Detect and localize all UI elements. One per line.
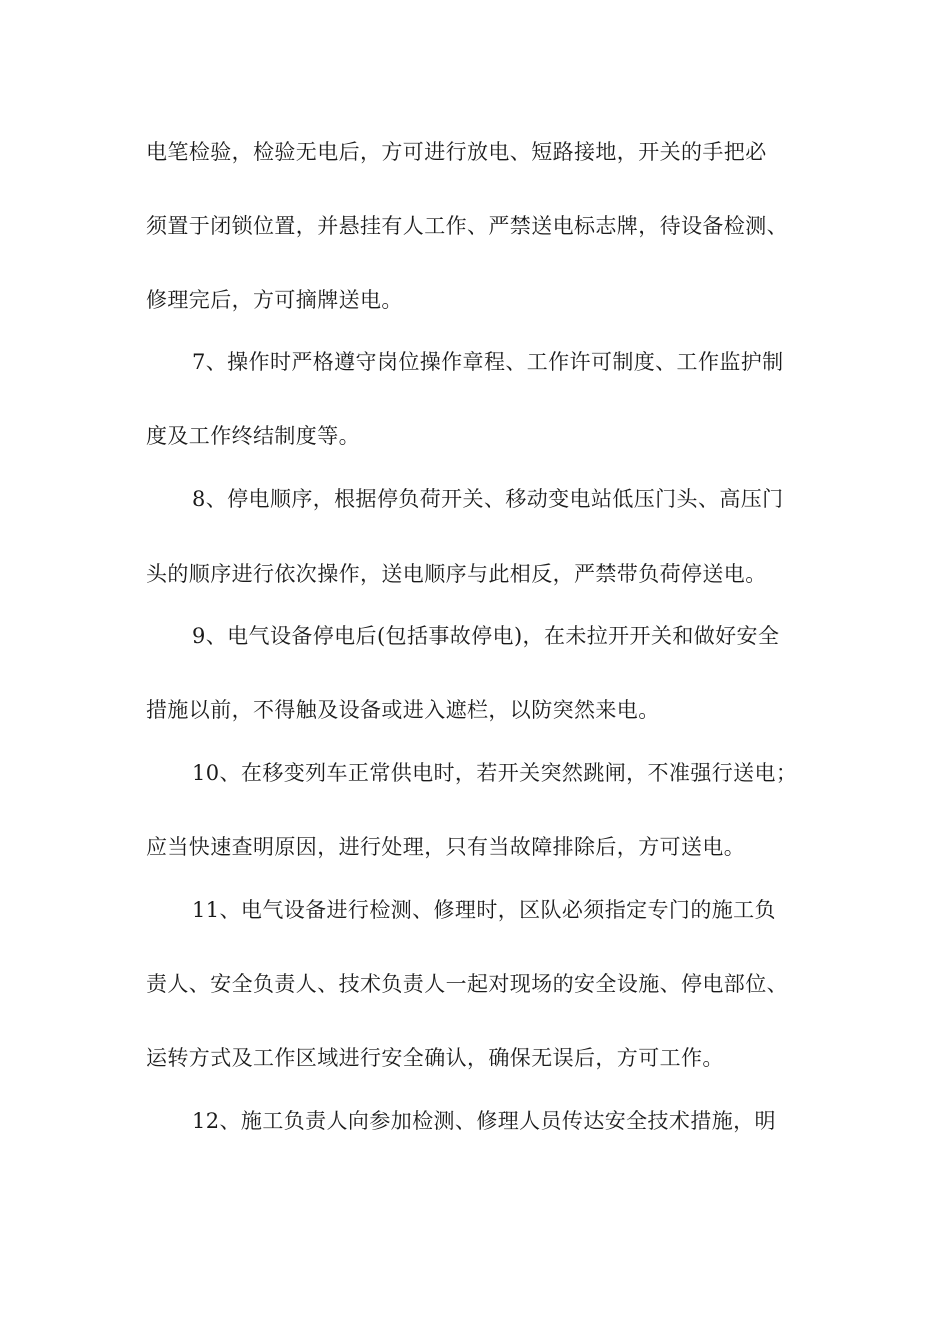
text-line: 措施以前，不得触及设备或进入遮栏，以防突然来电。 <box>146 698 660 722</box>
text-line: 责人、安全负责人、技术负责人一起对现场的安全设施、停电部位、 <box>146 972 788 996</box>
text-line: 修理完后，方可摘牌送电。 <box>146 288 403 312</box>
text-line: 度及工作终结制度等。 <box>146 424 360 448</box>
paragraph-10-start: 10、在移变列车正常供电时，若开关突然跳闸，不准强行送电； <box>192 761 798 785</box>
text-line: 应当快速查明原因，进行处理，只有当故障排除后，方可送电。 <box>146 835 746 859</box>
paragraph-8-start: 8、停电顺序，根据停负荷开关、移动变电站低压门头、高压门 <box>192 487 784 511</box>
paragraph-11-start: 11、电气设备进行检测、修理时，区队必须指定专门的施工负 <box>192 898 776 922</box>
text-line: 电笔检验，检验无电后，方可进行放电、短路接地，开关的手把必 <box>146 140 767 164</box>
paragraph-12-start: 12、施工负责人向参加检测、修理人员传达安全技术措施，明 <box>192 1109 776 1133</box>
text-line: 头的顺序进行依次操作，送电顺序与此相反，严禁带负荷停送电。 <box>146 562 767 586</box>
text-line: 须置于闭锁位置，并悬挂有人工作、严禁送电标志牌，待设备检测、 <box>146 214 788 238</box>
text-line: 运转方式及工作区域进行安全确认，确保无误后，方可工作。 <box>146 1046 724 1070</box>
paragraph-7-start: 7、操作时严格遵守岗位操作章程、工作许可制度、工作监护制 <box>192 350 784 374</box>
paragraph-9-start: 9、电气设备停电后(包括事故停电)，在未拉开开关和做好安全 <box>192 624 780 648</box>
